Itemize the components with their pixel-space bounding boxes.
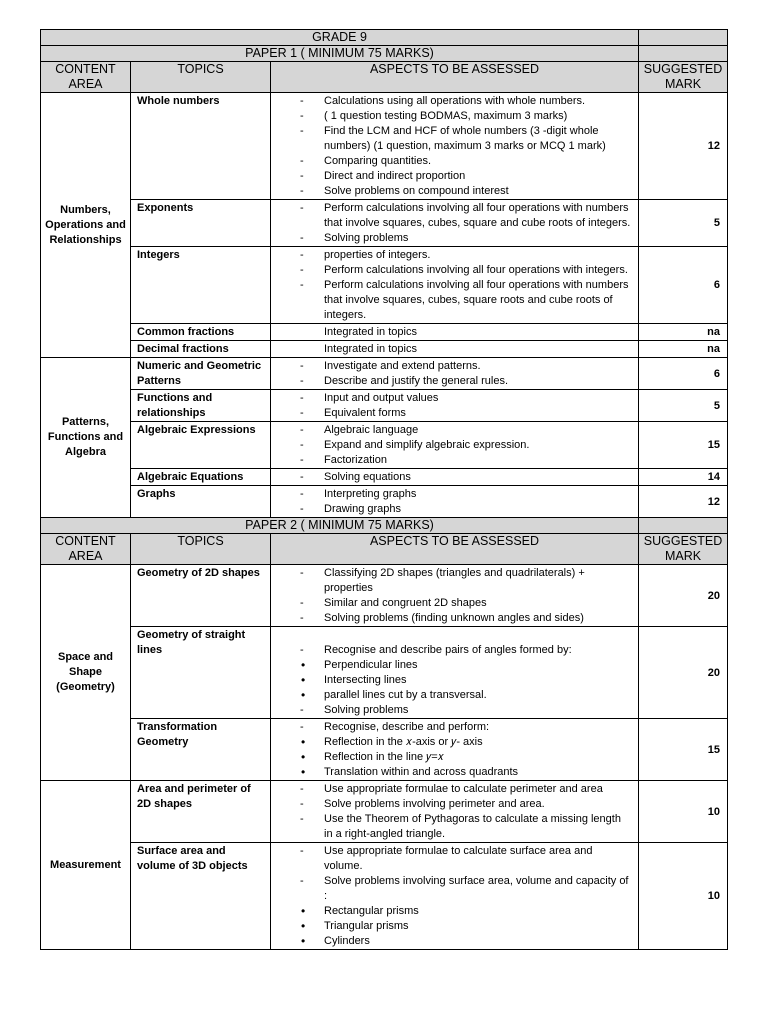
aspects-header: ASPECTS TO BE ASSESSED [271,534,639,565]
aspect-item [271,720,638,735]
aspect-spacer [271,628,638,643]
aspect-text: Solving equations [324,471,411,483]
mark-cell: 20 [639,627,728,719]
dash-marker: - [300,783,304,795]
paper-2-title: PAPER 2 ( MINIMUM 75 MARKS) [41,518,639,534]
aspect-text: Solving problems [324,232,409,244]
aspect-text: Integrated in topics [324,343,417,355]
bullet-marker: • [301,904,306,918]
aspect-text: Use the Theorem of Pythagoras to calculate a missing length in a right-angled triangle. [324,813,621,840]
dash-marker: - [300,232,304,244]
aspect-text: Factorization [324,454,387,466]
aspect-item [271,904,638,919]
content-area-header: CONTENT AREA [41,62,131,93]
dash-marker: - [300,279,304,291]
aspect-item [271,765,638,780]
dash-marker: - [300,721,304,733]
aspect-text: Calculations using all operations with whole numbers. [324,95,586,107]
aspects-cell [271,565,639,627]
aspect-text: Perform calculations involving all four operations with integers. [324,264,628,276]
aspects-header: ASPECTS TO BE ASSESSED [271,62,639,93]
bullet-marker: • [301,735,306,749]
aspect-item [271,438,638,453]
aspects-cell [271,93,639,200]
topic-row [41,719,728,781]
aspect-text: Drawing graphs [324,503,402,515]
content-area-header: CONTENT AREA [41,534,131,565]
paper-2-header-row [41,534,728,565]
paper-1-title-blank-cell [639,46,728,62]
aspect-item [271,502,638,517]
bullet-marker: • [301,688,306,702]
topic-cell: Integers [131,247,271,324]
dash-marker: - [300,503,304,515]
mark-cell: 10 [639,843,728,950]
title-blank-cell [639,30,728,46]
aspects-cell [271,324,639,341]
dash-marker: - [300,249,304,261]
aspect-text: Integrated in topics [324,326,417,338]
dash-marker: - [300,202,304,214]
aspect-item [271,919,638,934]
dash-marker: - [300,185,304,197]
aspects-cell [271,390,639,422]
content-area-cell: Space and Shape (Geometry) [41,565,131,781]
aspect-text: Recognise and describe pairs of angles formed by: [324,644,572,656]
aspects-cell [271,247,639,324]
mark-cell: 15 [639,719,728,781]
assessment-table-body [41,30,728,950]
dash-marker: - [300,424,304,436]
aspect-text: Algebraic language [324,424,419,436]
dash-marker: - [300,392,304,404]
topic-row [41,93,728,200]
dash-marker: - [300,845,304,857]
topic-cell: Geometry of 2D shapes [131,565,271,627]
content-area-cell: Measurement [41,781,131,950]
dash-marker: - [300,439,304,451]
aspect-item [271,359,638,374]
topic-cell: Whole numbers [131,93,271,200]
dash-marker: - [300,644,304,656]
aspect-text: properties of integers. [324,249,431,261]
mark-cell: na [639,341,728,358]
aspects-cell [271,341,639,358]
paper-2-title-row [41,518,728,534]
aspect-text: Solve problems on compound interest [324,185,509,197]
aspect-item [271,248,638,263]
dash-marker: - [300,488,304,500]
aspect-text: Intersecting lines [324,674,407,686]
aspect-item [271,566,638,596]
topic-row [41,390,728,422]
paper-1-title: PAPER 1 ( MINIMUM 75 MARKS) [41,46,639,62]
mark-cell: 14 [639,469,728,486]
aspect-item [271,391,638,406]
topic-cell: Algebraic Equations [131,469,271,486]
topic-cell: Numeric and Geometric Patterns [131,358,271,390]
aspects-cell [271,781,639,843]
aspect-text: Perpendicular lines [324,659,418,671]
dash-marker: - [300,125,304,137]
topic-cell: Algebraic Expressions [131,422,271,469]
aspect-text: Equivalent forms [324,407,406,419]
dash-marker: - [300,612,304,624]
aspects-cell [271,422,639,469]
aspect-item [271,750,638,765]
topic-row [41,781,728,843]
topic-row [41,247,728,324]
aspect-item [271,184,638,199]
content-area-cell: Numbers, Operations and Relationships [41,93,131,358]
dash-marker: - [300,454,304,466]
aspect-text: Recognise, describe and perform: [324,721,490,733]
aspect-item [271,453,638,468]
aspect-item [271,231,638,246]
topic-cell: Surface area and volume of 3D objects [131,843,271,950]
aspect-item [271,423,638,438]
aspect-text: Triangular prisms [324,920,409,932]
content-area-cell: Patterns, Functions and Algebra [41,358,131,518]
topic-row [41,486,728,518]
dash-marker: - [300,264,304,276]
aspect-text: Rectangular prisms [324,905,419,917]
aspect-text: Reflection in the 𝑥-axis or 𝑦- axis [324,736,483,748]
aspect-text: ( 1 question testing BODMAS, maximum 3 marks) [324,110,568,122]
aspect-item [271,109,638,124]
aspect-item [271,278,638,323]
topic-cell: Transformation Geometry [131,719,271,781]
aspect-item [271,374,638,389]
mark-cell: 12 [639,486,728,518]
dash-marker: - [300,597,304,609]
aspect-text: Similar and congruent 2D shapes [324,597,487,609]
aspect-item [271,94,638,109]
aspects-cell [271,200,639,247]
aspects-cell [271,469,639,486]
topic-row [41,341,728,358]
topic-cell: Graphs [131,486,271,518]
assessment-table [40,29,728,950]
aspect-item [271,201,638,231]
topic-row [41,565,728,627]
topic-cell: Decimal fractions [131,341,271,358]
aspect-item [271,934,638,949]
aspect-item [271,611,638,626]
topic-row [41,324,728,341]
aspect-text: Solving problems (finding unknown angles and sides) [324,612,584,624]
dash-marker: - [300,875,304,887]
aspect-text: Use appropriate formulae to calculate surface area and volume. [324,845,593,872]
topic-row [41,200,728,247]
topics-header: TOPICS [131,62,271,93]
topic-cell: Common fractions [131,324,271,341]
dash-marker: - [300,407,304,419]
aspect-text: Reflection in the line 𝑦=𝑥 [324,751,444,763]
aspect-item [271,643,638,658]
aspect-text: Input and output values [324,392,439,404]
aspect-text: Direct and indirect proportion [324,170,466,182]
aspect-text: Perform calculations involving all four operations with numbers that involve squares, cubes, square roots and cube roots of integers. [324,279,629,321]
aspect-item [271,470,638,485]
topic-row [41,422,728,469]
aspect-text: Perform calculations involving all four operations with numbers that involve squares, cubes, square and cube roots of integers. [324,202,631,229]
aspect-item [271,673,638,688]
mark-cell: 20 [639,565,728,627]
aspect-item [271,154,638,169]
topics-header: TOPICS [131,534,271,565]
topic-cell: Functions and relationships [131,390,271,422]
aspect-item [271,169,638,184]
topic-row [41,627,728,719]
aspects-cell [271,843,639,950]
dash-marker: - [300,155,304,167]
topic-row [41,358,728,390]
dash-marker: - [300,110,304,122]
aspect-text: Classifying 2D shapes (triangles and quadrilaterals) + properties [324,567,585,594]
aspect-item [271,325,638,340]
aspect-text: Translation within and across quadrants [324,766,519,778]
aspect-text: Investigate and extend patterns. [324,360,481,372]
bullet-marker: • [301,765,306,779]
topic-row [41,469,728,486]
aspect-item [271,596,638,611]
topic-cell: Geometry of straight lines [131,627,271,719]
aspect-item [271,735,638,750]
dash-marker: - [300,798,304,810]
paper-2-title-blank-cell [639,518,728,534]
aspect-item [271,263,638,278]
bullet-marker: • [301,919,306,933]
aspects-cell [271,719,639,781]
topic-row [41,843,728,950]
aspect-text: Solving problems [324,704,409,716]
paper-1-title-row [41,46,728,62]
aspect-text: Cylinders [324,935,370,947]
mark-cell: 12 [639,93,728,200]
bullet-marker: • [301,658,306,672]
aspect-text: parallel lines cut by a transversal. [324,689,487,701]
aspect-text: Solve problems involving surface area, volume and capacity of : [324,875,629,902]
dash-marker: - [300,704,304,716]
aspects-cell [271,358,639,390]
mark-cell: na [639,324,728,341]
aspect-item [271,812,638,842]
aspect-item [271,874,638,904]
aspect-item [271,844,638,874]
dash-marker: - [300,170,304,182]
bullet-marker: • [301,934,306,948]
mark-cell: 15 [639,422,728,469]
aspect-text: Find the LCM and HCF of whole numbers (3 -digit whole numbers) (1 question, maximum 3 marks or MCQ 1 mark) [324,125,606,152]
aspect-item [271,688,638,703]
mark-cell: 6 [639,247,728,324]
aspect-item [271,797,638,812]
aspect-item [271,658,638,673]
bullet-marker: • [301,673,306,687]
mark-cell: 5 [639,390,728,422]
title-row [41,30,728,46]
aspect-text: Use appropriate formulae to calculate perimeter and area [324,783,603,795]
bullet-marker: • [301,750,306,764]
dash-marker: - [300,360,304,372]
aspect-text: Comparing quantities. [324,155,432,167]
aspects-cell [271,486,639,518]
topic-cell: Area and perimeter of 2D shapes [131,781,271,843]
grade-title: GRADE 9 [41,30,639,46]
aspect-text: Expand and simplify algebraic expression. [324,439,530,451]
dash-marker: - [300,567,304,579]
aspects-cell [271,627,639,719]
suggested-mark-header: SUGGESTED MARK [639,62,728,93]
mark-cell: 10 [639,781,728,843]
aspect-item [271,342,638,357]
aspect-text: Describe and justify the general rules. [324,375,509,387]
aspect-item [271,124,638,154]
topic-cell: Exponents [131,200,271,247]
dash-marker: - [300,471,304,483]
suggested-mark-header: SUGGESTED MARK [639,534,728,565]
dash-marker: - [300,813,304,825]
aspect-item [271,782,638,797]
aspect-item [271,487,638,502]
aspect-text: Interpreting graphs [324,488,417,500]
dash-marker: - [300,95,304,107]
paper-1-header-row [41,62,728,93]
aspect-text: Solve problems involving perimeter and area. [324,798,545,810]
aspect-item [271,406,638,421]
mark-cell: 6 [639,358,728,390]
dash-marker: - [300,375,304,387]
aspect-item [271,703,638,718]
mark-cell: 5 [639,200,728,247]
